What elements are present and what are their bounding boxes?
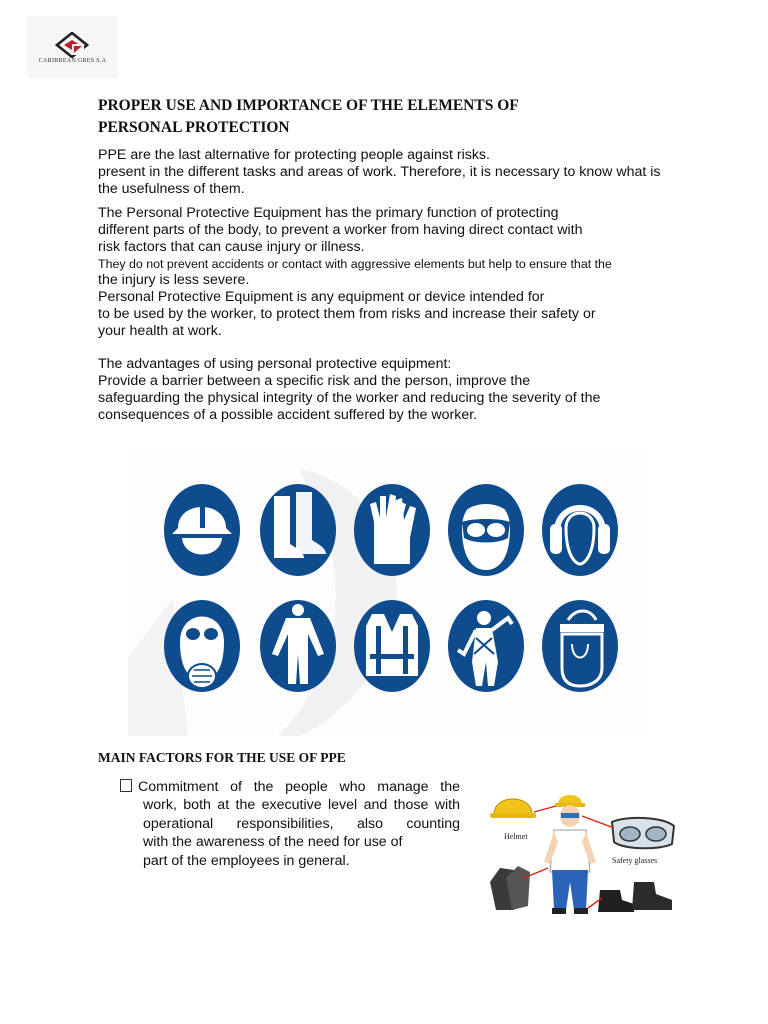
paragraph-line: safeguarding the physical integrity of the worker and reducing the severity of the [98, 390, 601, 406]
vest-icon [354, 600, 430, 692]
paragraph-line: Personal Protective Equipment is any equipment or device intended for [98, 289, 545, 305]
boots-icon [260, 484, 336, 576]
paragraph-line: present in the different tasks and areas of work. Therefore, it is necessary to know what is [98, 164, 661, 180]
paragraph-line: to be used by the worker, to protect them from risks and increase their safety or [98, 306, 596, 322]
paragraph-line: The Personal Protective Equipment has the primary function of protecting [98, 205, 559, 221]
paragraph-2 [98, 205, 678, 256]
bullet-line: Commitment of the people who manage the [120, 778, 460, 796]
bullet-line: work, both at the executive level and those with [143, 797, 460, 814]
bullet-line: part of the employees in general. [143, 852, 350, 869]
helmet-label: Helmet [504, 832, 528, 841]
title-line-1: PROPER USE AND IMPORTANCE OF THE ELEMENTS OF [98, 97, 519, 114]
logo-caption: CARIBBEAN GRES S.A [38, 58, 107, 64]
title-line-2: PERSONAL PROTECTION [98, 119, 290, 136]
goggles-icon [612, 818, 674, 848]
bullet-paragraph [120, 778, 460, 870]
paragraph-line: the injury is less severe. [98, 272, 250, 288]
paragraph-line: The advantages of using personal protective equipment: [98, 356, 452, 372]
ear-protection-icon [542, 484, 618, 576]
diamond-logo-icon [55, 32, 89, 58]
paragraph-line: the usefulness of them. [98, 181, 245, 197]
paragraph-line: PPE are the last alternative for protecting people against risks. [98, 147, 490, 163]
gloves-icon [354, 484, 430, 576]
page-title [98, 95, 658, 139]
coverall-icon [260, 600, 336, 692]
harness-icon [448, 600, 524, 692]
paragraph-3 [98, 256, 678, 288]
paragraph-line: different parts of the body, to prevent a worker from having direct contact with [98, 222, 583, 238]
bullet-line: operational responsibilities, also counting [143, 815, 460, 832]
worker-ppe-illustration [484, 782, 680, 918]
paragraph-5 [98, 356, 678, 424]
helmet-icon [164, 484, 240, 576]
paragraph-4 [98, 289, 678, 340]
paragraph-1 [98, 147, 678, 198]
paragraph-line: risk factors that can cause injury or illness. [98, 239, 365, 255]
paragraph-line: consequences of a possible accident suffered by the worker. [98, 407, 478, 423]
safety-glasses-label: Safety glasses [612, 856, 658, 865]
paragraph-line: your health at work. [98, 323, 222, 339]
company-logo [27, 16, 118, 78]
goggles-icon [448, 484, 524, 576]
worker-figure [544, 795, 596, 914]
respirator-icon [164, 600, 240, 692]
paragraph-line: Provide a barrier between a specific risk and the person, improve the [98, 373, 531, 389]
face-shield-icon [542, 600, 618, 692]
paragraph-line: They do not prevent accidents or contact with aggressive elements but help to ensure that the [98, 257, 612, 271]
gloves-icon [490, 866, 530, 910]
ppe-icons-image [128, 448, 648, 736]
helmet-icon [490, 799, 536, 818]
boots-icon [598, 882, 672, 912]
section-heading-main-factors: MAIN FACTORS FOR THE USE OF PPE [98, 750, 346, 765]
bullet-marker-icon [120, 779, 132, 792]
bullet-line: with the awareness of the need for use of [143, 834, 403, 851]
